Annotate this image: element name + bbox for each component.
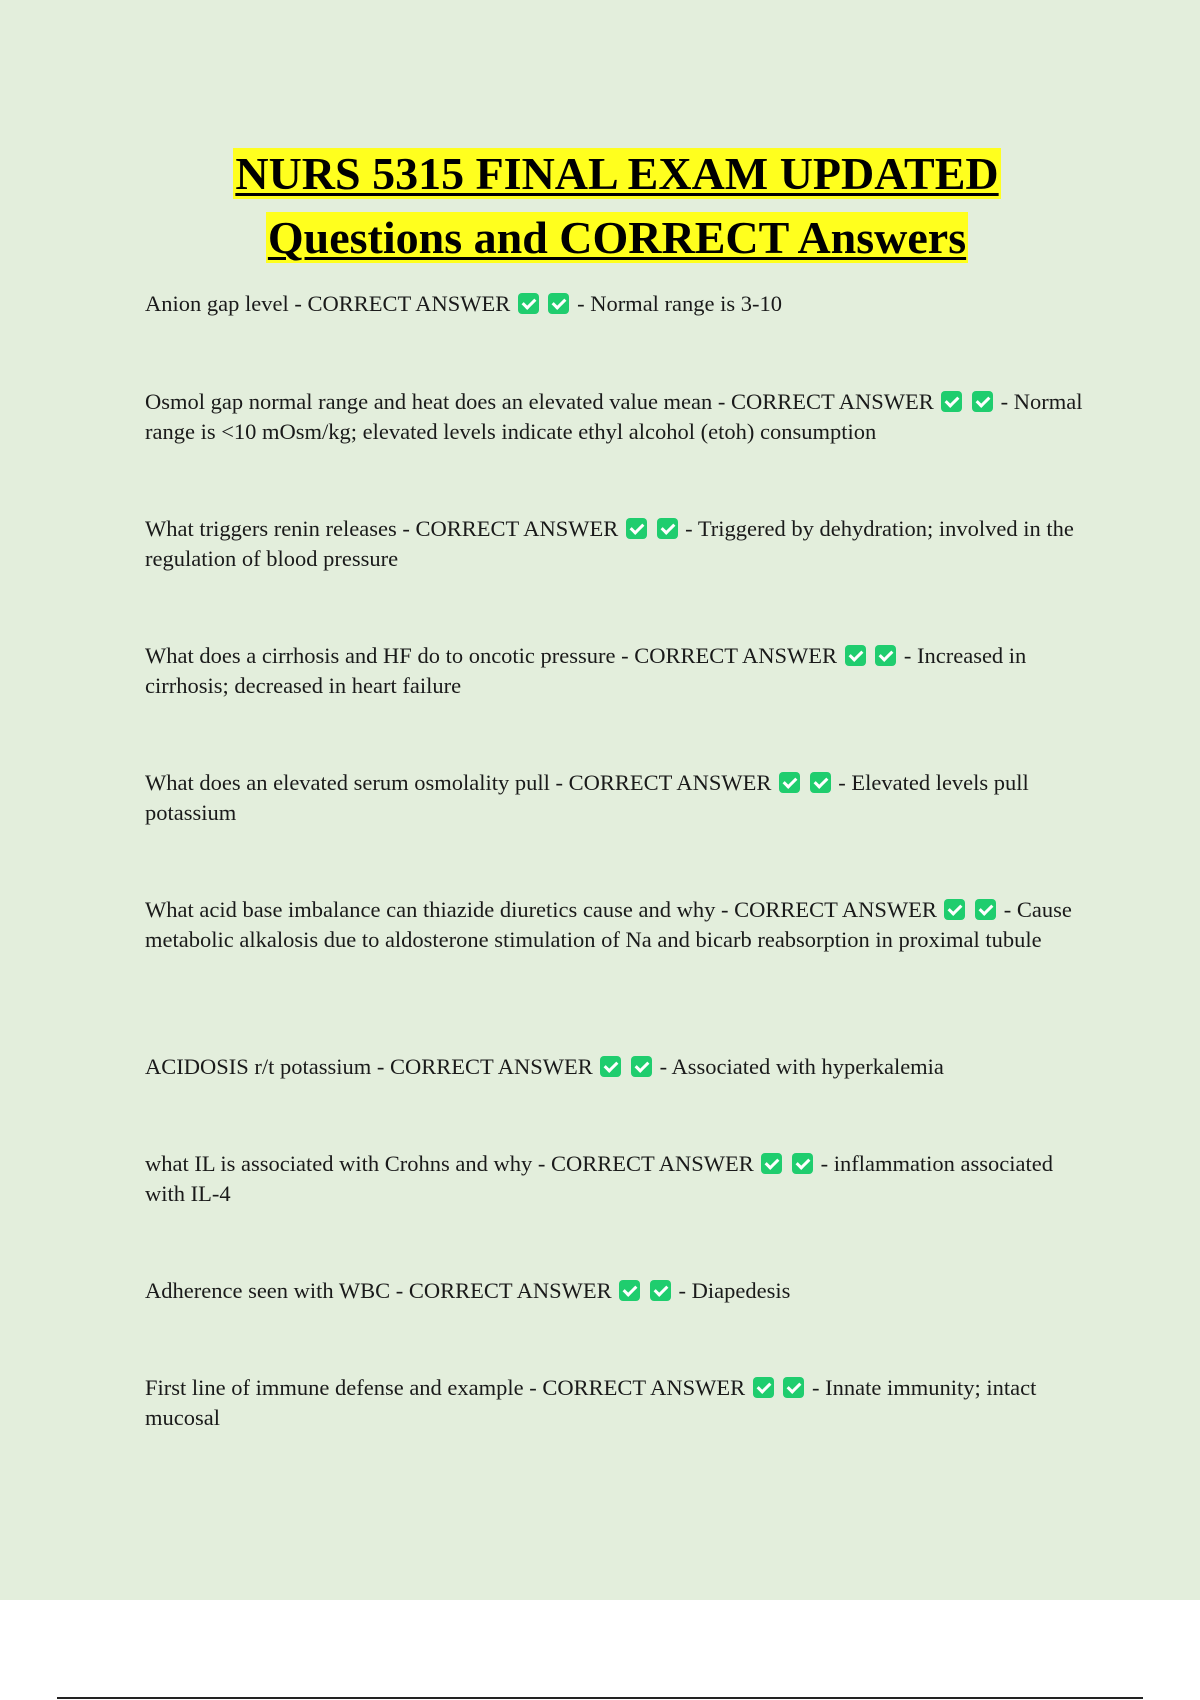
answer-text: - Elevated levels pull potassium <box>145 770 1029 825</box>
qa-item <box>145 289 1095 319</box>
qa-item <box>145 641 1095 701</box>
check-box-icon <box>753 1377 774 1398</box>
check-box-icon <box>600 1056 621 1077</box>
qa-item <box>145 387 1095 447</box>
title-line-1: NURS 5315 FINAL EXAM UPDATED <box>235 148 999 199</box>
check-box-icon <box>783 1377 804 1398</box>
check-box-icon <box>972 391 993 412</box>
check-box-icon <box>548 293 569 314</box>
check-box-icon <box>657 518 678 539</box>
page-divider <box>57 1697 1143 1699</box>
check-box-icon <box>941 391 962 412</box>
answer-text: - Innate immunity; intact mucosal <box>145 1375 1037 1430</box>
check-box-icon <box>944 899 965 920</box>
qa-item <box>145 768 1095 828</box>
question-text: What acid base imbalance can thiazide diuretics cause and why - CORRECT ANSWER <box>145 897 937 922</box>
check-box-icon <box>650 1280 671 1301</box>
qa-item <box>145 514 1095 574</box>
qa-item <box>145 1052 1095 1082</box>
qa-item <box>145 1149 1095 1209</box>
check-box-icon <box>619 1280 640 1301</box>
answer-text: - Normal range is 3-10 <box>577 291 783 316</box>
question-text: What triggers renin releases - CORRECT ANSWER <box>145 516 619 541</box>
qa-item <box>145 895 1095 955</box>
check-box-icon <box>975 899 996 920</box>
qa-item <box>145 1373 1095 1433</box>
answer-text: - Diapedesis <box>678 1278 791 1303</box>
answer-text: - Cause metabolic alkalosis due to aldosterone stimulation of Na and bicarb reabsorption in proximal tubule <box>145 897 1072 952</box>
check-box-icon <box>626 518 647 539</box>
question-text: Adherence seen with WBC - CORRECT ANSWER <box>145 1278 612 1303</box>
answer-text: - Normal range is <10 mOsm/kg; elevated levels indicate ethyl alcohol (etoh) consumption <box>145 389 1083 444</box>
check-box-icon <box>779 772 800 793</box>
question-text: what IL is associated with Crohns and why - CORRECT ANSWER <box>145 1151 754 1176</box>
question-text: ACIDOSIS r/t potassium - CORRECT ANSWER <box>145 1054 593 1079</box>
answer-text: - inflammation associated with IL-4 <box>145 1151 1054 1206</box>
question-text: Osmol gap normal range and heat does an elevated value mean - CORRECT ANSWER <box>145 389 934 414</box>
check-box-icon <box>518 293 539 314</box>
answer-text: - Increased in cirrhosis; decreased in heart failure <box>145 643 1027 698</box>
question-text: First line of immune defense and example - CORRECT ANSWER <box>145 1375 746 1400</box>
qa-item <box>145 1276 1095 1306</box>
qa-list <box>145 0 1095 1600</box>
answer-text: - Triggered by dehydration; involved in the regulation of blood pressure <box>145 516 1074 571</box>
title-line-2: Questions and CORRECT Answers <box>267 212 967 263</box>
answer-text: - Associated with hyperkalemia <box>659 1054 944 1079</box>
check-box-icon <box>845 645 866 666</box>
question-text: Anion gap level - CORRECT ANSWER <box>145 291 511 316</box>
check-box-icon <box>810 772 831 793</box>
check-box-icon <box>761 1153 782 1174</box>
check-box-icon <box>792 1153 813 1174</box>
question-text: What does an elevated serum osmolality pull - CORRECT ANSWER <box>145 770 772 795</box>
check-box-icon <box>631 1056 652 1077</box>
question-text: What does a cirrhosis and HF do to oncotic pressure - CORRECT ANSWER <box>145 643 837 668</box>
check-box-icon <box>875 645 896 666</box>
